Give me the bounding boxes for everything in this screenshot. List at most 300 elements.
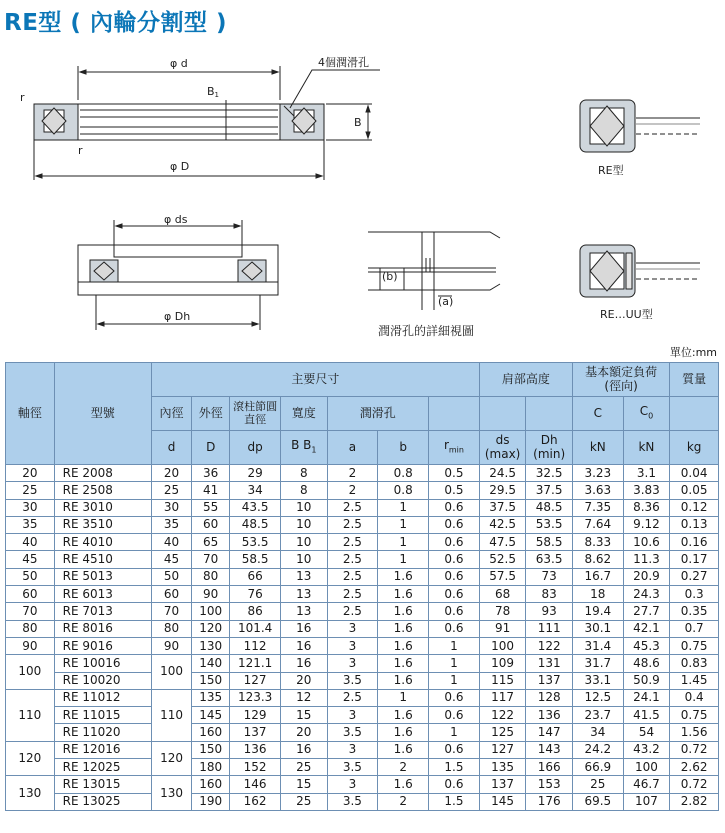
lube-holes-label: 4個潤滑孔 (318, 56, 369, 69)
cell-a: 3.5 (327, 793, 378, 810)
cell-model: RE 9016 (54, 637, 151, 654)
cell-d: 100 (151, 655, 191, 690)
cell-kg: 0.04 (670, 465, 719, 482)
cell-c0: 24.1 (623, 689, 670, 706)
cell-d: 45 (151, 551, 191, 568)
cell-a: 3 (327, 637, 378, 654)
cell-c0: 100 (623, 759, 670, 776)
cell-ds: 117 (479, 689, 526, 706)
detail-caption: 潤滑孔的詳細視圖 (378, 324, 475, 338)
cell-D: 100 (192, 603, 230, 620)
table-row (6, 586, 719, 603)
cell-dp: 76 (230, 586, 281, 603)
cell-kg: 0.16 (670, 534, 719, 551)
cell-shaft: 70 (6, 603, 55, 620)
cell-shaft: 25 (6, 482, 55, 499)
cell-B: 10 (281, 534, 328, 551)
cell-model: RE 11012 (54, 689, 151, 706)
cell-d: 35 (151, 516, 191, 533)
cell-r: 0.6 (429, 499, 480, 516)
cell-b: 1 (378, 499, 429, 516)
spec-table-body (6, 465, 719, 811)
cell-dp: 146 (230, 776, 281, 793)
cell-dp: 43.5 (230, 499, 281, 516)
cell-a: 2.5 (327, 586, 378, 603)
cell-c: 33.1 (572, 672, 623, 689)
cell-D: 55 (192, 499, 230, 516)
cell-c0: 54 (623, 724, 670, 741)
cell-ds: 78 (479, 603, 526, 620)
cell-b: 1 (378, 689, 429, 706)
cell-model: RE 11015 (54, 707, 151, 724)
cell-c: 8.62 (572, 551, 623, 568)
cell-dh: 176 (526, 793, 573, 810)
cell-c0: 3.83 (623, 482, 670, 499)
cell-c0: 42.1 (623, 620, 670, 637)
cell-c0: 27.7 (623, 603, 670, 620)
unit-bb1: B $B_1$ (281, 431, 328, 465)
cell-B: 16 (281, 620, 328, 637)
bearing-drawings (0, 0, 725, 345)
cell-kg: 1.45 (670, 672, 719, 689)
detail-b-label: (b) (382, 270, 398, 283)
cell-b: 2 (378, 793, 429, 810)
cell-b: 1.6 (378, 672, 429, 689)
cell-shaft: 130 (6, 776, 55, 811)
cell-D: 145 (192, 707, 230, 724)
cell-a: 2.5 (327, 689, 378, 706)
unit-dp: dp (230, 431, 281, 465)
cell-shaft: 45 (6, 551, 55, 568)
cell-b: 1.6 (378, 637, 429, 654)
cell-r: 1.5 (429, 793, 480, 810)
cell-dp: 136 (230, 741, 281, 758)
cell-ds: 42.5 (479, 516, 526, 533)
cell-b: 1.6 (378, 724, 429, 741)
cell-d: 80 (151, 620, 191, 637)
r-bottom-label: r (78, 144, 83, 157)
cell-model: RE 12025 (54, 759, 151, 776)
cell-ds: 122 (479, 707, 526, 724)
table-row (6, 724, 719, 741)
table-row (6, 672, 719, 689)
cell-dh: 73 (526, 568, 573, 585)
cell-c0: 3.1 (623, 465, 670, 482)
cell-model: RE 5013 (54, 568, 151, 585)
cell-b: 1.6 (378, 776, 429, 793)
cell-B: 8 (281, 465, 328, 482)
cell-kg: 0.3 (670, 586, 719, 603)
cell-dp: 121.1 (230, 655, 281, 672)
cell-ds: 137 (479, 776, 526, 793)
cell-b: 2 (378, 759, 429, 776)
table-row (6, 516, 719, 533)
cell-a: 2 (327, 482, 378, 499)
cell-a: 3 (327, 776, 378, 793)
cell-ds: 115 (479, 672, 526, 689)
cell-D: 65 (192, 534, 230, 551)
cell-d: 40 (151, 534, 191, 551)
cell-dp: 53.5 (230, 534, 281, 551)
cell-r: 0.6 (429, 689, 480, 706)
table-row (6, 603, 719, 620)
cell-c0: 10.6 (623, 534, 670, 551)
cell-dh: 53.5 (526, 516, 573, 533)
cell-shaft: 120 (6, 741, 55, 776)
cell-c0: 48.6 (623, 655, 670, 672)
cell-dp: 137 (230, 724, 281, 741)
cell-r: 1 (429, 672, 480, 689)
cell-D: 36 (192, 465, 230, 482)
cell-B: 16 (281, 741, 328, 758)
table-row (6, 707, 719, 724)
cell-c: 3.23 (572, 465, 623, 482)
cell-kg: 0.27 (670, 568, 719, 585)
cell-dh: 37.5 (526, 482, 573, 499)
cell-dp: 152 (230, 759, 281, 776)
cell-D: 90 (192, 586, 230, 603)
cell-B: 15 (281, 707, 328, 724)
cell-c0: 24.3 (623, 586, 670, 603)
page-title: RE型 ( 內輪分割型 ) (4, 10, 227, 36)
phi-D-label: φ D (170, 160, 190, 173)
cell-c: 23.7 (572, 707, 623, 724)
cell-model: RE 13015 (54, 776, 151, 793)
cell-kg: 2.62 (670, 759, 719, 776)
cell-ds: 68 (479, 586, 526, 603)
cell-shaft: 100 (6, 655, 55, 690)
cell-shaft: 35 (6, 516, 55, 533)
cell-a: 2.5 (327, 551, 378, 568)
cell-B: 13 (281, 568, 328, 585)
unit-D: D (192, 431, 230, 465)
cell-kg: 0.13 (670, 516, 719, 533)
cell-a: 3.5 (327, 724, 378, 741)
cell-c: 19.4 (572, 603, 623, 620)
cell-r: 0.6 (429, 603, 480, 620)
cell-dh: 166 (526, 759, 573, 776)
table-row (6, 776, 719, 793)
unit-kg: kg (670, 431, 719, 465)
cell-dp: 123.3 (230, 689, 281, 706)
cell-r: 0.6 (429, 586, 480, 603)
cell-c0: 50.9 (623, 672, 670, 689)
cell-c: 25 (572, 776, 623, 793)
re-uu-type-label: RE…UU型 (600, 308, 653, 321)
cell-ds: 47.5 (479, 534, 526, 551)
col-c0: $C_0$ (623, 397, 670, 431)
cell-d: 110 (151, 689, 191, 741)
cell-dh: 111 (526, 620, 573, 637)
cell-c: 18 (572, 586, 623, 603)
cell-dh: 58.5 (526, 534, 573, 551)
cell-kg: 0.12 (670, 499, 719, 516)
unit-kn-c: kN (572, 431, 623, 465)
cell-model: RE 6013 (54, 586, 151, 603)
col-load-rating: 基本額定負荷 (徑向) (572, 363, 669, 397)
cell-r: 0.6 (429, 776, 480, 793)
col-rmin-top (429, 397, 480, 431)
cell-c: 7.64 (572, 516, 623, 533)
cell-b: 1.6 (378, 741, 429, 758)
cell-shaft: 80 (6, 620, 55, 637)
table-row (6, 637, 719, 654)
cell-a: 2.5 (327, 516, 378, 533)
cell-D: 60 (192, 516, 230, 533)
cell-r: 1 (429, 655, 480, 672)
table-row (6, 551, 719, 568)
cell-a: 3 (327, 741, 378, 758)
cell-a: 2 (327, 465, 378, 482)
unit-a: a (327, 431, 378, 465)
cell-D: 130 (192, 637, 230, 654)
cell-D: 140 (192, 655, 230, 672)
cell-a: 3 (327, 707, 378, 724)
cell-B: 15 (281, 776, 328, 793)
cell-c: 7.35 (572, 499, 623, 516)
unit-ds: ds (max) (479, 431, 526, 465)
cell-B: 16 (281, 655, 328, 672)
cell-ds: 145 (479, 793, 526, 810)
cell-b: 1 (378, 551, 429, 568)
cell-kg: 0.72 (670, 741, 719, 758)
table-row (6, 759, 719, 776)
cell-d: 25 (151, 482, 191, 499)
cell-model: RE 3510 (54, 516, 151, 533)
cell-b: 1 (378, 516, 429, 533)
unit-dh: Dh (min) (526, 431, 573, 465)
cell-c0: 9.12 (623, 516, 670, 533)
cell-D: 160 (192, 776, 230, 793)
table-row (6, 534, 719, 551)
cell-c: 3.63 (572, 482, 623, 499)
table-row (6, 793, 719, 810)
cell-dp: 48.5 (230, 516, 281, 533)
cell-D: 180 (192, 759, 230, 776)
cell-r: 1 (429, 637, 480, 654)
cell-dp: 129 (230, 707, 281, 724)
cell-model: RE 8016 (54, 620, 151, 637)
cell-shaft: 30 (6, 499, 55, 516)
cell-r: 0.6 (429, 707, 480, 724)
cell-dh: 32.5 (526, 465, 573, 482)
cell-r: 0.6 (429, 551, 480, 568)
cell-model: RE 3010 (54, 499, 151, 516)
col-inner: 內徑 (151, 397, 191, 431)
cell-c0: 20.9 (623, 568, 670, 585)
cell-B: 25 (281, 759, 328, 776)
main-section-drawing (34, 66, 380, 180)
cell-B: 10 (281, 516, 328, 533)
cell-dh: 48.5 (526, 499, 573, 516)
cell-B: 8 (281, 482, 328, 499)
cell-ds: 57.5 (479, 568, 526, 585)
unit-b: b (378, 431, 429, 465)
re-type-label: RE型 (598, 164, 624, 177)
cell-ds: 109 (479, 655, 526, 672)
col-model: 型號 (54, 363, 151, 465)
phi-dh-label: φ Dh (164, 310, 191, 323)
table-row (6, 741, 719, 758)
cell-b: 1.6 (378, 707, 429, 724)
cell-D: 160 (192, 724, 230, 741)
cell-shaft: 60 (6, 586, 55, 603)
b-label: B (354, 116, 362, 129)
table-row (6, 620, 719, 637)
cell-ds: 29.5 (479, 482, 526, 499)
table-row (6, 465, 719, 482)
cell-r: 1.5 (429, 759, 480, 776)
cell-a: 2.5 (327, 568, 378, 585)
cell-ds: 127 (479, 741, 526, 758)
cell-b: 0.8 (378, 482, 429, 499)
cell-ds: 100 (479, 637, 526, 654)
cell-B: 25 (281, 793, 328, 810)
cell-dh: 128 (526, 689, 573, 706)
cell-B: 13 (281, 603, 328, 620)
cell-dh: 153 (526, 776, 573, 793)
cell-B: 20 (281, 672, 328, 689)
cell-b: 0.8 (378, 465, 429, 482)
cell-dp: 127 (230, 672, 281, 689)
cell-D: 120 (192, 620, 230, 637)
cell-b: 1.6 (378, 603, 429, 620)
spec-table (5, 362, 719, 811)
cell-r: 1 (429, 724, 480, 741)
cell-c: 31.4 (572, 637, 623, 654)
cell-dp: 162 (230, 793, 281, 810)
cell-ds: 91 (479, 620, 526, 637)
cell-dp: 86 (230, 603, 281, 620)
cell-dp: 101.4 (230, 620, 281, 637)
col-c: C (572, 397, 623, 431)
cell-d: 70 (151, 603, 191, 620)
cell-c: 24.2 (572, 741, 623, 758)
cell-kg: 2.82 (670, 793, 719, 810)
cell-c0: 46.7 (623, 776, 670, 793)
phi-d-label: φ d (170, 57, 188, 70)
cell-b: 1.6 (378, 655, 429, 672)
col-main-dims: 主要尺寸 (151, 363, 479, 397)
cell-kg: 1.56 (670, 724, 719, 741)
cell-shaft: 50 (6, 568, 55, 585)
col-roller-pitch: 滾柱節圓直徑 (230, 397, 281, 431)
detail-a-label: (a) (438, 295, 454, 308)
cell-B: 20 (281, 724, 328, 741)
cell-b: 1.6 (378, 586, 429, 603)
col-lube: 潤滑孔 (327, 397, 429, 431)
cell-kg: 0.75 (670, 707, 719, 724)
cell-c0: 8.36 (623, 499, 670, 516)
cell-kg: 0.17 (670, 551, 719, 568)
cell-D: 190 (192, 793, 230, 810)
phi-ds-label: φ ds (164, 213, 188, 226)
cell-dh: 83 (526, 586, 573, 603)
table-row (6, 655, 719, 672)
cell-B: 13 (281, 586, 328, 603)
cell-dp: 112 (230, 637, 281, 654)
cell-r: 0.5 (429, 482, 480, 499)
cell-D: 41 (192, 482, 230, 499)
cell-kg: 0.72 (670, 776, 719, 793)
cell-shaft: 20 (6, 465, 55, 482)
cell-model: RE 4010 (54, 534, 151, 551)
unit-rmin: $r_{min}$ (429, 431, 480, 465)
cell-a: 3.5 (327, 672, 378, 689)
cell-model: RE 11020 (54, 724, 151, 741)
re-uu-type-sketch (580, 245, 700, 297)
col-dh-top (526, 397, 573, 431)
unit-kn-c0: kN (623, 431, 670, 465)
cell-model: RE 12016 (54, 741, 151, 758)
cell-dh: 63.5 (526, 551, 573, 568)
cell-dh: 122 (526, 637, 573, 654)
cell-d: 90 (151, 637, 191, 654)
cell-kg: 0.7 (670, 620, 719, 637)
cell-r: 0.6 (429, 741, 480, 758)
r-top-label: r (20, 91, 25, 104)
cell-dh: 147 (526, 724, 573, 741)
cell-c0: 11.3 (623, 551, 670, 568)
table-row (6, 482, 719, 499)
cell-c: 12.5 (572, 689, 623, 706)
table-row (6, 499, 719, 516)
cell-dp: 34 (230, 482, 281, 499)
cell-dp: 66 (230, 568, 281, 585)
cell-B: 10 (281, 499, 328, 516)
cell-c0: 43.2 (623, 741, 670, 758)
col-mass-mid (670, 397, 719, 431)
cell-dh: 131 (526, 655, 573, 672)
cell-r: 0.6 (429, 620, 480, 637)
cell-dp: 29 (230, 465, 281, 482)
cell-ds: 125 (479, 724, 526, 741)
cell-D: 70 (192, 551, 230, 568)
cell-D: 150 (192, 672, 230, 689)
cell-c0: 107 (623, 793, 670, 810)
cell-d: 130 (151, 776, 191, 811)
cell-shaft: 40 (6, 534, 55, 551)
cell-dp: 58.5 (230, 551, 281, 568)
cell-d: 60 (151, 586, 191, 603)
cell-d: 120 (151, 741, 191, 776)
cell-b: 1.6 (378, 620, 429, 637)
cell-kg: 0.35 (670, 603, 719, 620)
cell-c: 31.7 (572, 655, 623, 672)
cell-dh: 137 (526, 672, 573, 689)
cell-r: 0.6 (429, 534, 480, 551)
cell-model: RE 10016 (54, 655, 151, 672)
cell-r: 0.6 (429, 568, 480, 585)
table-row (6, 568, 719, 585)
cell-a: 2.5 (327, 603, 378, 620)
col-shaft: 軸徑 (6, 363, 55, 465)
cell-dh: 93 (526, 603, 573, 620)
cell-shaft: 90 (6, 637, 55, 654)
cell-a: 3 (327, 655, 378, 672)
cell-model: RE 2008 (54, 465, 151, 482)
cell-model: RE 13025 (54, 793, 151, 810)
cell-kg: 0.83 (670, 655, 719, 672)
col-ds-top (479, 397, 526, 431)
cell-B: 12 (281, 689, 328, 706)
cell-kg: 0.75 (670, 637, 719, 654)
cell-D: 135 (192, 689, 230, 706)
cell-B: 16 (281, 637, 328, 654)
cell-kg: 0.05 (670, 482, 719, 499)
cell-B: 10 (281, 551, 328, 568)
col-width: 寬度 (281, 397, 328, 431)
